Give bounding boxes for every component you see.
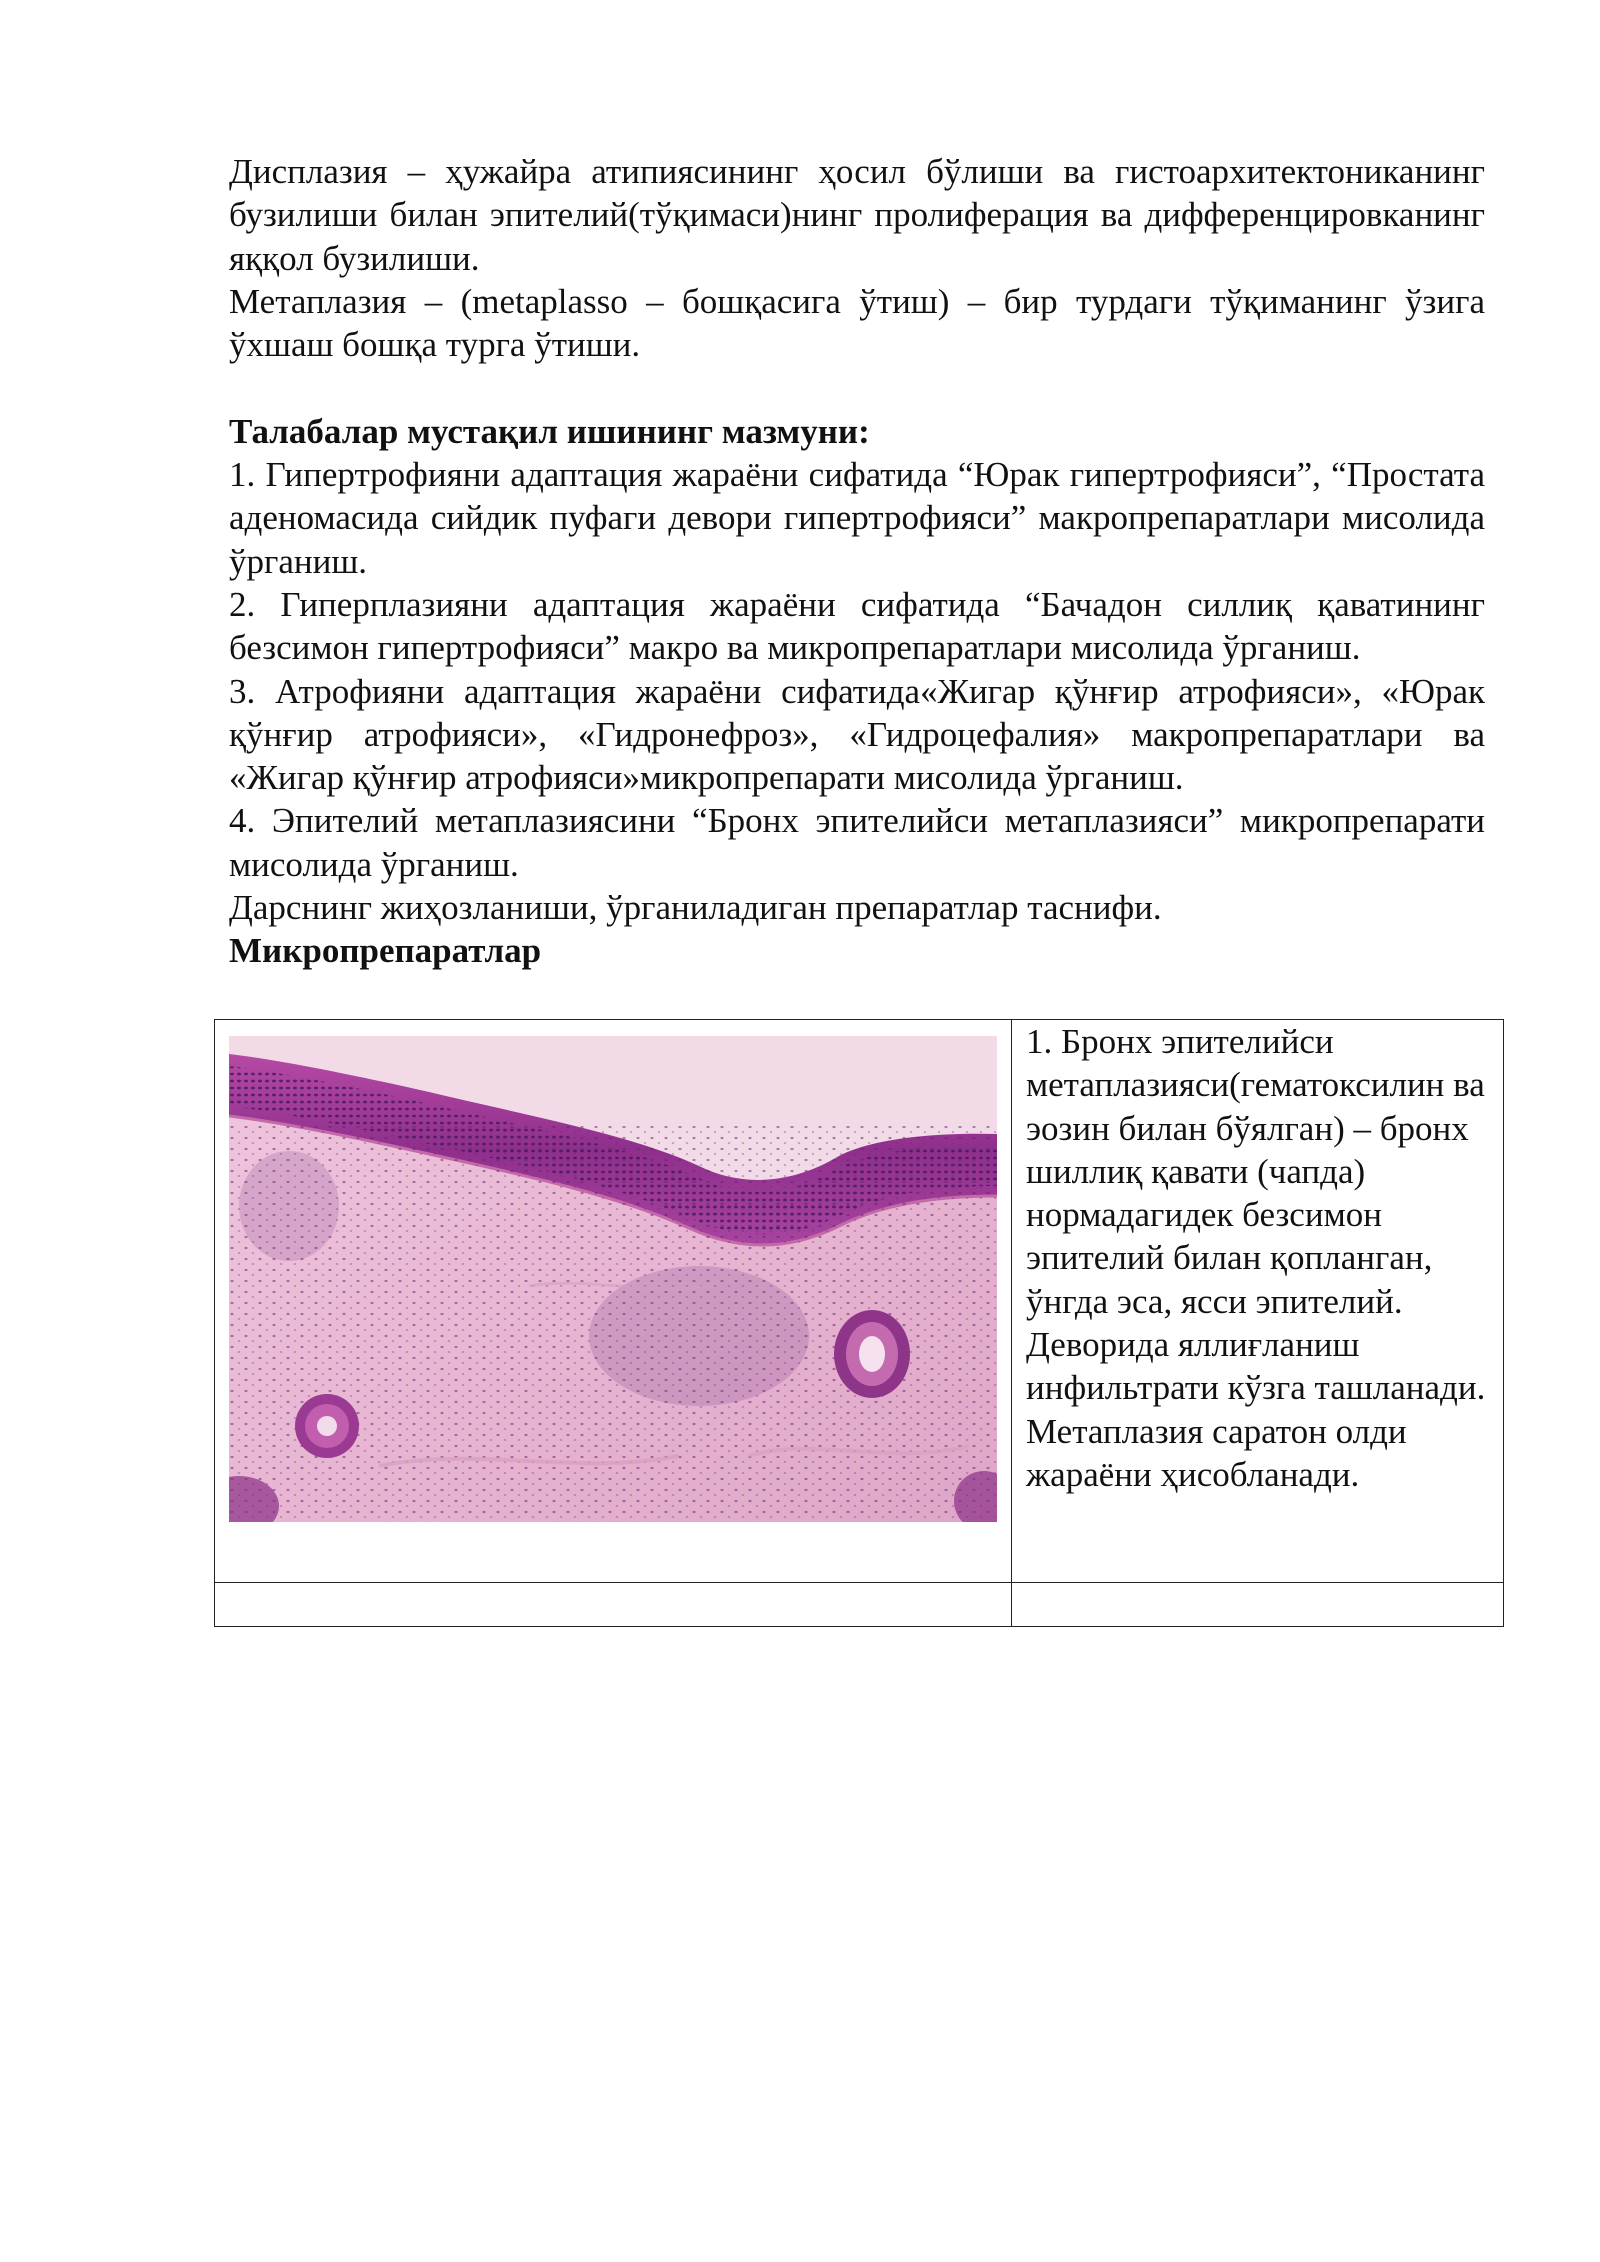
task-item-1: 1. Гипертрофияни адаптация жараёни сифатида “Юрак гипертрофияси”, “Простата аденомасида сийдик пуфаги девори гипертрофияси” макропрепаратлари мисолида ўрганиш. xyxy=(229,455,1485,581)
tasks-heading: Талабалар мустақил ишининг мазмуни: xyxy=(229,411,870,451)
metaplasia-paragraph: Метаплазия – (metaplasso – бошқасига ўтиш) – бир турдаги тўқиманинг ўзига ўхшаш бошқа турга ўтиши. xyxy=(229,281,1485,365)
micropreparations-table xyxy=(214,1019,1504,1627)
task-item-4: 4. Эпителий метаплазиясини “Бронх эпителийси метаплазияси” микропрепарати мисолида ўрганиш. xyxy=(229,801,1485,884)
task-item-2: 2. Гиперплазияни адаптация жараёни сифатида “Бачадон силлиқ қаватининг безсимон гипертрофияси” макро ва микропрепаратлари мисолида ўрганиш. xyxy=(229,584,1485,668)
empty-cell xyxy=(215,1583,1012,1627)
micropreparations-heading: Микропрепаратлар xyxy=(229,931,542,971)
bronchial-metaplasia-micrograph xyxy=(229,1036,997,1522)
description-cell xyxy=(1012,1020,1504,1583)
micropreparation-description: 1. Бронх эпителийси метаплазияси(гематоксилин ва эозин билан бўялган) – бронх шиллиқ қавати (чапда) нормадагидек безсимон эпителий билан қопланган, ўнгда эса, ясси эпителий. Деворида яллиғланиш инфильтрати кўзга ташланади. Метаплазия саратон олди жараёни ҳисобланади. xyxy=(1026,1022,1486,1494)
empty-cell xyxy=(1012,1583,1504,1627)
document-body xyxy=(229,150,1485,973)
equipment-paragraph: Дарснинг жиҳозланиши, ўрганиладиган препаратлар таснифи. xyxy=(229,888,1162,928)
table-row xyxy=(215,1583,1504,1627)
task-item-3: 3. Атрофияни адаптация жараёни сифатида«Жигар қўнғир атрофияси», «Юрак қўнғир атрофияси», «Гидронефроз», «Гидроцефалия» макропрепаратлари ва «Жигар қўнғир атрофияси»микропрепарати мисолида ўрганиш. xyxy=(229,671,1485,798)
blank-line xyxy=(229,366,1485,409)
image-cell xyxy=(215,1020,1012,1583)
table-row xyxy=(215,1020,1504,1583)
dysplasia-paragraph: Дисплазия – ҳужайра атипиясининг ҳосил бўлиши ва гистоархитектониканинг бузилиши билан эпителий(тўқимаси)нинг пролиферация ва дифференцировканинг яққол бузилиши. xyxy=(229,152,1485,278)
